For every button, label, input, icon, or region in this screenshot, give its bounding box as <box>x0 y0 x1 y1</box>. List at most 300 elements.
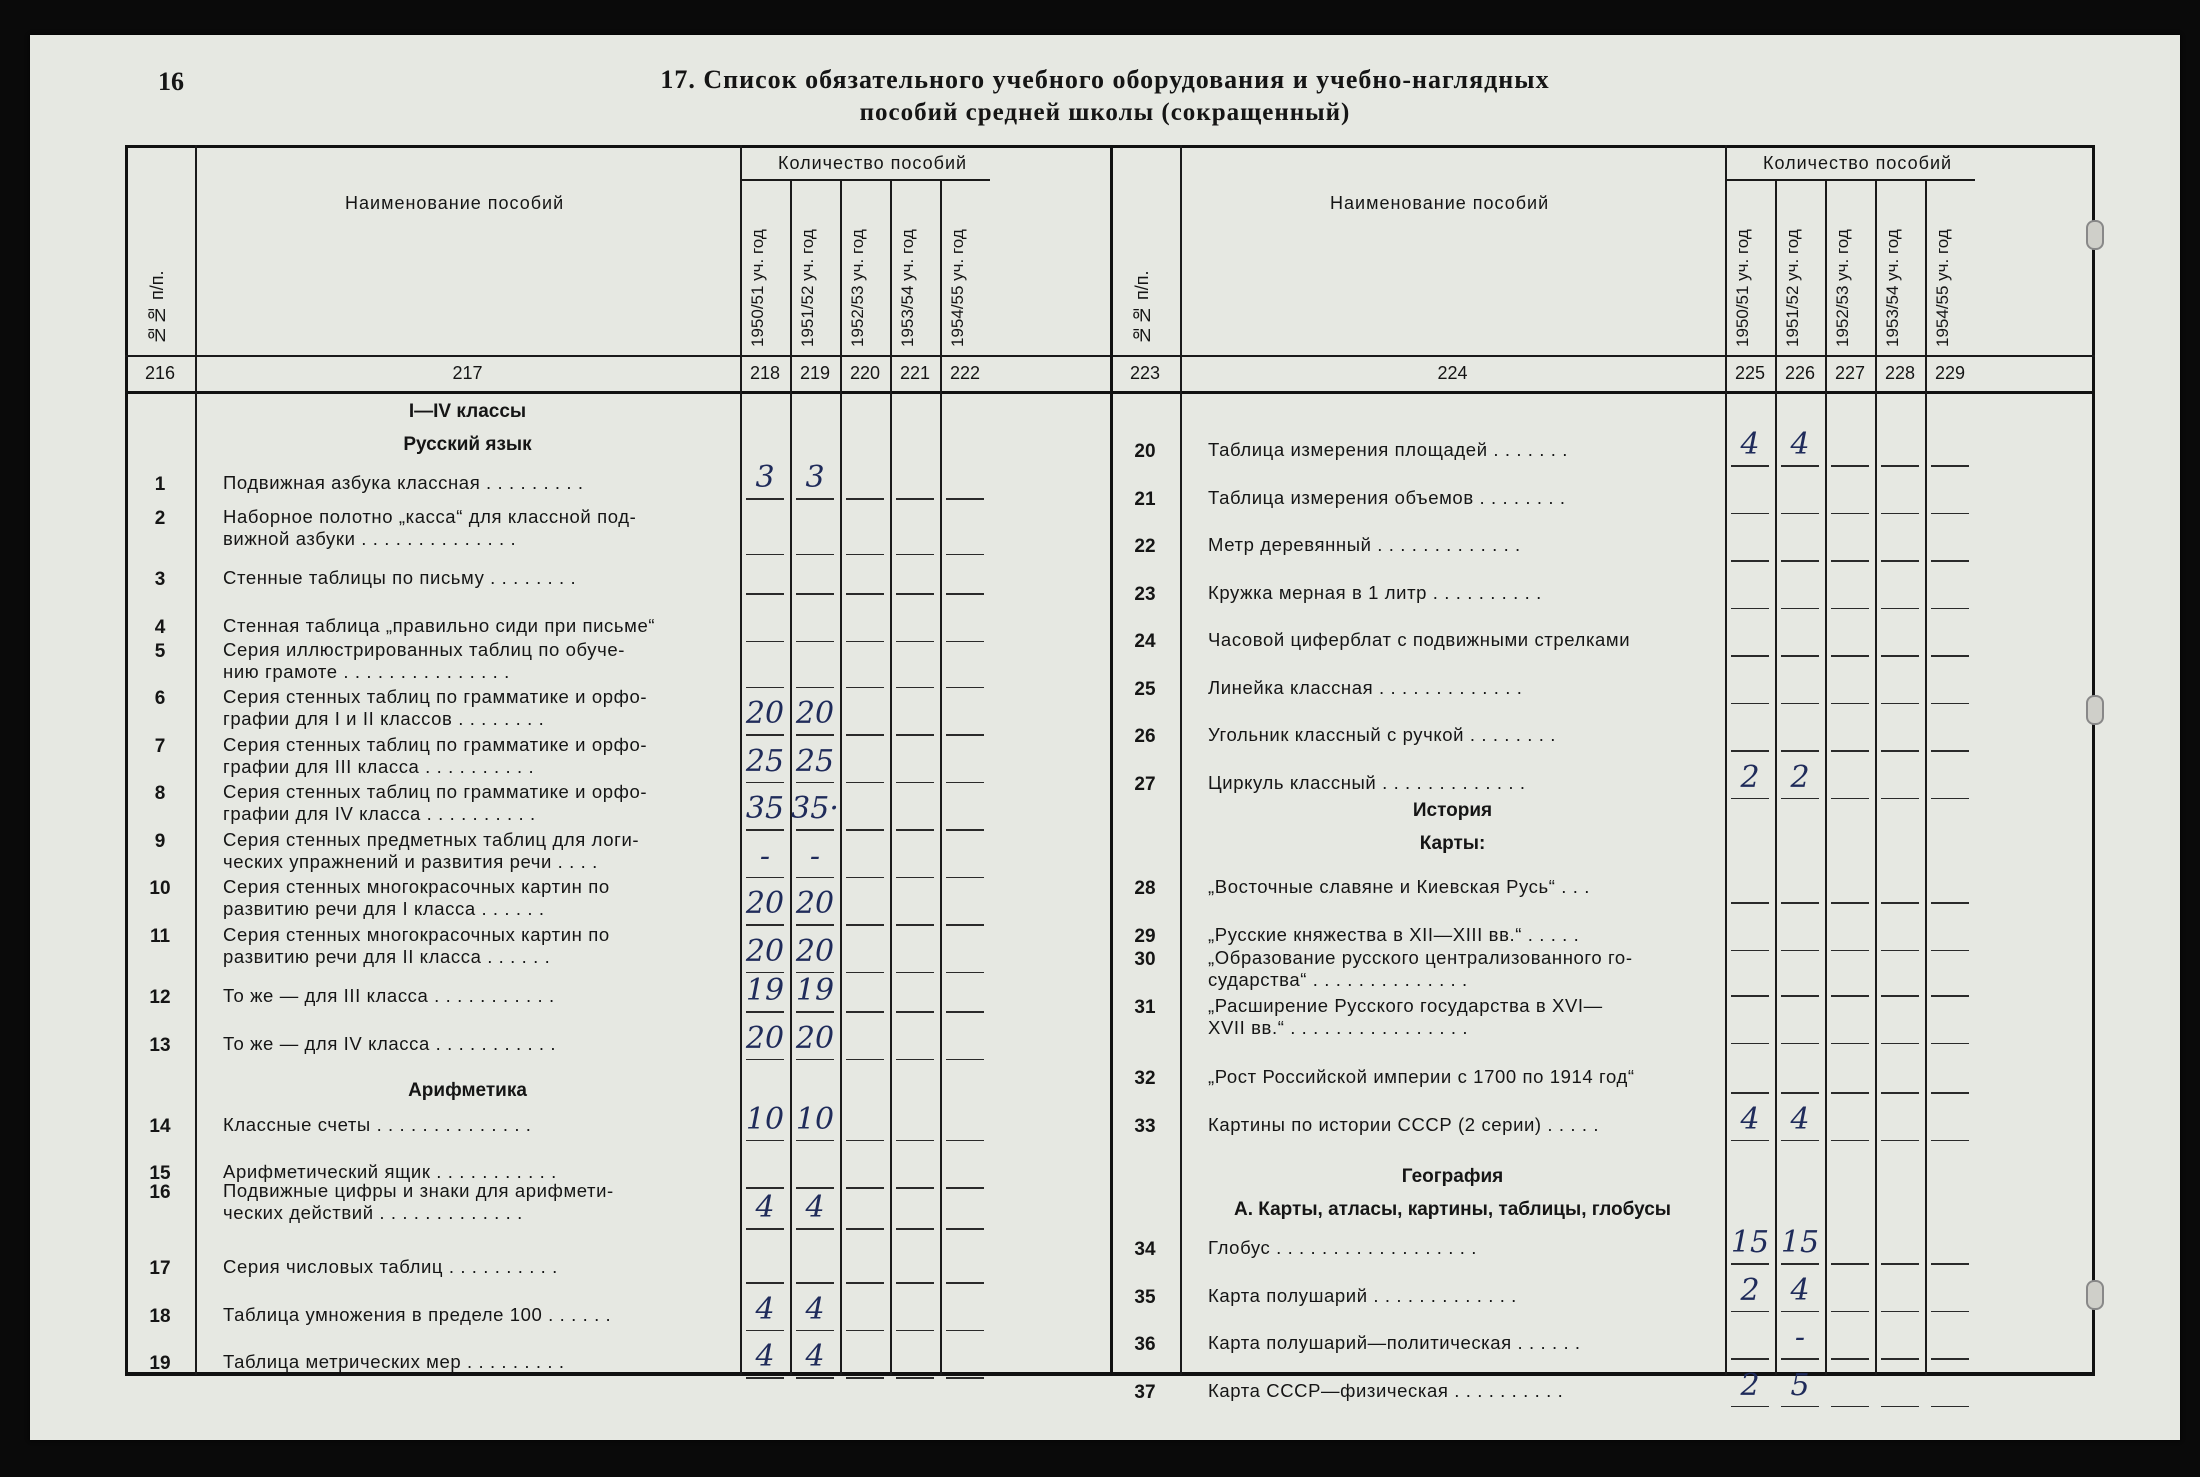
right-blank-line <box>1931 703 1969 705</box>
left-blank-line <box>846 641 884 643</box>
left-blank-line <box>896 1059 934 1061</box>
right-row-name: Таблица измерения объемов . . . . . . . . <box>1208 486 1566 508</box>
right-handwritten-count: 4 <box>1740 1101 1760 1137</box>
left-qty-header-rule <box>740 179 990 181</box>
right-blank-line <box>1881 1263 1919 1265</box>
right-handwritten-count: 5 <box>1790 1367 1810 1403</box>
right-blank-line <box>1831 465 1869 467</box>
left-row-name: Арифметический ящик . . . . . . . . . . . <box>223 1161 557 1182</box>
right-blank-line <box>1731 902 1769 904</box>
left-blank-line <box>746 1282 784 1284</box>
right-row-number: 23 <box>1134 583 1156 605</box>
left-blank-line <box>796 829 834 831</box>
right-blank-line <box>1931 750 1969 752</box>
left-handwritten-count: 10 <box>795 1101 835 1137</box>
left-blank-line <box>896 1377 934 1379</box>
right-row-name: Угольник классный с ручкой . . . . . . . . <box>1208 724 1556 745</box>
left-blank-line <box>746 1011 784 1013</box>
right-year-header-1: 1951/52 уч. год <box>1783 229 1802 347</box>
right-column-number: 228 <box>1884 363 1916 383</box>
right-blank-line <box>1831 798 1869 800</box>
left-row-number: 16 <box>149 1182 171 1203</box>
left-blank-line <box>946 641 984 643</box>
right-row-number: 32 <box>1134 1068 1156 1089</box>
right-blank-line <box>1931 1311 1969 1313</box>
left-handwritten-count: - <box>809 838 821 874</box>
right-handwritten-count: 2 <box>1790 759 1810 795</box>
right-blank-line <box>1881 1043 1919 1045</box>
right-row-name: Линейка классная . . . . . . . . . . . . . <box>1208 676 1523 698</box>
right-row-name: XVII вв.“ . . . . . . . . . . . . . . . . <box>1208 1016 1469 1038</box>
right-row-number: 26 <box>1134 726 1156 747</box>
right-blank-line <box>1931 902 1969 904</box>
right-blank-line <box>1831 1043 1869 1045</box>
right-row-name: Часовой циферблат с подвижными стрелками <box>1208 629 1631 650</box>
left-blank-line <box>946 1011 984 1013</box>
left-blank-line <box>946 782 984 784</box>
left-row-number: 7 <box>154 735 166 757</box>
left-blank-line <box>746 734 784 736</box>
left-handwritten-count: 19 <box>745 973 785 1009</box>
left-row-number: 4 <box>154 616 166 638</box>
left-blank-line <box>846 877 884 879</box>
right-blank-line <box>1881 950 1919 952</box>
right-row-number: 35 <box>1134 1286 1156 1308</box>
right-blank-line <box>1731 1092 1769 1094</box>
left-blank-line <box>846 1187 884 1189</box>
left-row-name: Стенная таблица „правильно сиди при письме“ <box>223 614 656 636</box>
left-blank-line <box>896 877 934 879</box>
right-blank-line <box>1881 703 1919 705</box>
right-blank-line <box>1831 750 1869 752</box>
right-blank-line <box>1781 1043 1819 1045</box>
left-blank-line <box>796 782 834 784</box>
left-blank-line <box>896 498 934 500</box>
left-handwritten-count: 20 <box>795 886 835 921</box>
left-column-number: 218 <box>749 363 781 383</box>
right-blank-line <box>1731 950 1769 952</box>
right-blank-line <box>1931 465 1969 467</box>
right-handwritten-count: 2 <box>1740 759 1760 795</box>
right-blank-line <box>1781 1311 1819 1313</box>
left-row-name: Серия стенных таблиц по грамматике и орфо- <box>223 781 648 802</box>
right-blank-line <box>1831 1358 1869 1360</box>
right-handwritten-count: 2 <box>1740 1272 1760 1308</box>
right-blank-line <box>1831 1092 1869 1094</box>
right-row-name: Карта полушарий . . . . . . . . . . . . . <box>1208 1284 1517 1306</box>
left-blank-line <box>746 687 784 689</box>
left-blank-line <box>946 924 984 926</box>
right-blank-line <box>1731 995 1769 997</box>
right-qty-header: Количество пособий <box>1763 153 1953 173</box>
left-blank-line <box>946 1059 984 1061</box>
left-handwritten-count: 20 <box>745 696 785 731</box>
left-row-number: 9 <box>154 830 166 852</box>
right-column-number: 227 <box>1834 363 1866 383</box>
left-row-name: Таблица метрических мер . . . . . . . . . <box>223 1351 565 1372</box>
right-blank-line <box>1881 465 1919 467</box>
right-blank-line <box>1731 703 1769 705</box>
left-blank-line <box>896 1282 934 1284</box>
left-blank-line <box>896 829 934 831</box>
right-year-header-3: 1953/54 уч. год <box>1883 229 1902 347</box>
right-blank-line <box>1731 1406 1769 1408</box>
right-column-number: 229 <box>1934 363 1966 383</box>
right-blank-line <box>1831 608 1869 610</box>
left-blank-line <box>896 1140 934 1142</box>
left-blank-line <box>946 1228 984 1230</box>
right-blank-line <box>1731 608 1769 610</box>
left-row-name: Серия стенных многокрасочных картин по <box>223 923 610 945</box>
left-year-col-line <box>840 179 842 1375</box>
right-row-number: 31 <box>1134 996 1156 1018</box>
left-blank-line <box>896 972 934 974</box>
left-blank-line <box>896 593 934 595</box>
right-row-name: „Расширение Русского государства в XVI— <box>1208 994 1603 1016</box>
left-column-number: 216 <box>144 363 176 383</box>
right-column-number: 224 <box>1437 363 1468 383</box>
right-section-heading: География <box>1401 1165 1504 1187</box>
left-blank-line <box>746 782 784 784</box>
right-blank-line <box>1881 1092 1919 1094</box>
right-row-name: „Образование русского централизованного го- <box>1208 947 1633 969</box>
left-handwritten-count: 3 <box>805 460 825 496</box>
left-row-name: развитию речи для I класса . . . . . . <box>223 898 545 919</box>
right-blank-line <box>1781 1406 1819 1408</box>
right-row-number: 25 <box>1134 678 1156 700</box>
right-column-number: 225 <box>1734 363 1766 383</box>
left-blank-line <box>746 641 784 643</box>
left-row-number: 8 <box>154 783 166 804</box>
left-blank-line <box>746 924 784 926</box>
left-blank-line <box>796 1011 834 1013</box>
left-blank-line <box>896 782 934 784</box>
left-column-number: 219 <box>799 363 831 383</box>
left-row-number: 6 <box>154 688 166 709</box>
left-blank-line <box>946 1330 984 1332</box>
left-handwritten-count: 4 <box>805 1291 825 1327</box>
right-blank-line <box>1731 560 1769 562</box>
left-row-name: То же — для III класса . . . . . . . . . . . <box>223 985 555 1007</box>
left-blank-line <box>796 1228 834 1230</box>
left-row-name: графии для IV класса . . . . . . . . . . <box>223 803 536 824</box>
left-handwritten-count: 20 <box>745 933 785 969</box>
right-divider <box>1110 145 1113 1375</box>
left-blank-line <box>896 1011 934 1013</box>
right-row-number: 33 <box>1134 1115 1156 1137</box>
left-blank-line <box>746 1377 784 1379</box>
right-column-number: 223 <box>1129 363 1161 383</box>
left-row-number: 3 <box>154 569 166 591</box>
left-blank-line <box>796 498 834 500</box>
right-blank-line <box>1931 798 1969 800</box>
left-year-header-3: 1953/54 уч. год <box>898 229 917 347</box>
left-row-number: 5 <box>154 640 166 662</box>
right-year-header-0: 1950/51 уч. год <box>1733 229 1752 347</box>
right-blank-line <box>1781 995 1819 997</box>
right-row-name: Картины по истории СССР (2 серии) . . . . . <box>1208 1113 1600 1135</box>
right-blank-line <box>1781 655 1819 657</box>
right-blank-line <box>1731 1140 1769 1142</box>
right-blank-line <box>1831 950 1869 952</box>
left-name-header: Наименование пособий <box>345 193 565 213</box>
left-handwritten-count: 35 <box>745 791 785 826</box>
left-blank-line <box>946 554 984 556</box>
left-blank-line <box>896 554 934 556</box>
right-row-name: „Восточные славяне и Киевская Русь“ . . . <box>1208 876 1590 897</box>
left-blank-line <box>896 734 934 736</box>
right-row-name: „Рост Российской империи с 1700 по 1914 год“ <box>1208 1066 1635 1087</box>
right-blank-line <box>1831 513 1869 515</box>
right-blank-line <box>1731 750 1769 752</box>
left-row-name: Классные счеты . . . . . . . . . . . . . . <box>223 1113 532 1135</box>
left-row-name: Серия стенных таблиц по грамматике и орфо- <box>223 686 648 707</box>
page-number: 16 <box>158 67 184 96</box>
right-blank-line <box>1931 1263 1969 1265</box>
left-handwritten-count: 3 <box>755 460 775 496</box>
left-year-header-4: 1954/55 уч. год <box>948 229 967 347</box>
left-blank-line <box>796 1282 834 1284</box>
right-blank-line <box>1731 1263 1769 1265</box>
right-blank-line <box>1831 655 1869 657</box>
left-blank-line <box>846 687 884 689</box>
left-blank-line <box>946 972 984 974</box>
left-row-name: развитию речи для II класса . . . . . . <box>223 945 551 967</box>
right-blank-line <box>1781 798 1819 800</box>
right-blank-line <box>1781 902 1819 904</box>
right-blank-line <box>1881 798 1919 800</box>
right-handwritten-count: 4 <box>1790 1272 1810 1308</box>
left-blank-line <box>896 924 934 926</box>
left-blank-line <box>946 593 984 595</box>
right-row-number: 27 <box>1134 773 1156 795</box>
right-handwritten-count: 2 <box>1740 1367 1760 1403</box>
right-blank-line <box>1781 1263 1819 1265</box>
left-blank-line <box>946 734 984 736</box>
right-blank-line <box>1731 1358 1769 1360</box>
right-row-name: Кружка мерная в 1 литр . . . . . . . . . . <box>1208 581 1542 603</box>
right-blank-line <box>1781 750 1819 752</box>
left-blank-line <box>746 554 784 556</box>
left-blank-line <box>946 498 984 500</box>
right-num-col-line <box>1180 145 1182 1375</box>
right-blank-line <box>1831 1140 1869 1142</box>
right-blank-line <box>1881 902 1919 904</box>
right-blank-line <box>1931 950 1969 952</box>
right-row-name: сударства“ . . . . . . . . . . . . . . <box>1208 969 1468 991</box>
left-row-name: Таблица умножения в пределе 100 . . . . . . <box>223 1303 612 1325</box>
right-blank-line <box>1881 995 1919 997</box>
left-blank-line <box>896 1187 934 1189</box>
right-blank-line <box>1881 1311 1919 1313</box>
left-row-name: Подвижная азбука классная . . . . . . . . . <box>223 472 584 494</box>
left-blank-line <box>946 1140 984 1142</box>
left-blank-line <box>846 1140 884 1142</box>
right-row-number: 28 <box>1134 878 1156 899</box>
left-blank-line <box>946 829 984 831</box>
right-blank-line <box>1831 995 1869 997</box>
left-row-name: Серия иллюстрированных таблиц по обуче- <box>223 638 626 660</box>
left-blank-line <box>846 593 884 595</box>
left-row-name: ческих упражнений и развития речи . . . . <box>223 850 598 872</box>
right-blank-line <box>1931 513 1969 515</box>
left-blank-line <box>796 734 834 736</box>
right-blank-line <box>1781 1092 1819 1094</box>
left-row-number: 15 <box>149 1163 171 1184</box>
right-row-number: 37 <box>1134 1381 1156 1403</box>
right-row-name: Циркуль классный . . . . . . . . . . . . . <box>1208 771 1526 793</box>
binder-hole-middle <box>2086 695 2104 725</box>
left-blank-line <box>796 593 834 595</box>
right-blank-line <box>1931 1406 1969 1408</box>
right-blank-line <box>1781 1140 1819 1142</box>
left-row-name: То же — для IV класса . . . . . . . . . . . <box>223 1032 557 1054</box>
right-handwritten-count: 15 <box>1730 1225 1770 1260</box>
right-handwritten-count: 4 <box>1790 427 1810 462</box>
left-blank-line <box>796 924 834 926</box>
left-blank-line <box>946 687 984 689</box>
right-row-number: 21 <box>1134 488 1156 510</box>
left-row-number: 18 <box>149 1305 171 1327</box>
left-blank-line <box>846 1228 884 1230</box>
right-blank-line <box>1881 560 1919 562</box>
left-row-number: 10 <box>149 878 171 899</box>
right-blank-line <box>1831 1311 1869 1313</box>
left-handwritten-count: 25 <box>795 743 835 779</box>
left-num-header: №№ п/п. <box>147 270 167 345</box>
left-row-name: графии для I и II классов . . . . . . . . <box>223 708 545 729</box>
right-blank-line <box>1781 1358 1819 1360</box>
document-title-line2: пособий средней школы (сокращенный) <box>859 99 1351 126</box>
left-blank-line <box>796 1377 834 1379</box>
right-row-number: 29 <box>1134 925 1156 947</box>
left-blank-line <box>746 498 784 500</box>
left-year-col-line <box>940 179 942 1375</box>
right-section-heading: Карты: <box>1419 833 1486 855</box>
right-row-number: 30 <box>1134 949 1156 971</box>
right-blank-line <box>1881 1358 1919 1360</box>
left-handwritten-count: 4 <box>805 1339 825 1374</box>
left-blank-line <box>946 1377 984 1379</box>
right-blank-line <box>1731 1311 1769 1313</box>
right-blank-line <box>1931 1092 1969 1094</box>
left-column-number: 220 <box>849 363 881 383</box>
right-handwritten-count: - <box>1794 1320 1806 1355</box>
left-num-col-line <box>195 145 197 1375</box>
left-blank-line <box>746 1059 784 1061</box>
right-blank-line <box>1881 750 1919 752</box>
left-blank-line <box>846 924 884 926</box>
left-row-name: Серия числовых таблиц . . . . . . . . . . <box>223 1256 558 1277</box>
right-year-col-line <box>1875 179 1877 1375</box>
left-blank-line <box>796 1330 834 1332</box>
right-blank-line <box>1831 1263 1869 1265</box>
right-blank-line <box>1731 465 1769 467</box>
right-blank-line <box>1931 560 1969 562</box>
left-blank-line <box>796 641 834 643</box>
left-row-name: графии для III класса . . . . . . . . . . <box>223 755 535 777</box>
binder-hole-top <box>2086 220 2104 250</box>
left-blank-line <box>746 1228 784 1230</box>
right-handwritten-count: 15 <box>1780 1225 1820 1260</box>
left-row-name: вижной азбуки . . . . . . . . . . . . . . <box>223 527 517 549</box>
right-blank-line <box>1931 1358 1969 1360</box>
left-blank-line <box>946 877 984 879</box>
left-blank-line <box>796 1187 834 1189</box>
left-row-number: 17 <box>149 1258 171 1279</box>
left-year-header-0: 1950/51 уч. год <box>748 229 767 347</box>
right-section-heading: История <box>1412 800 1493 821</box>
right-row-name: Карта полушарий—политическая . . . . . . <box>1208 1332 1581 1353</box>
right-row-number: 20 <box>1134 441 1156 462</box>
right-blank-line <box>1781 560 1819 562</box>
left-column-number: 217 <box>452 363 483 383</box>
right-blank-line <box>1931 655 1969 657</box>
right-handwritten-count: 4 <box>1790 1101 1810 1137</box>
left-section-heading: Арифметика <box>408 1080 527 1102</box>
binder-hole-bottom <box>2086 1280 2104 1310</box>
right-name-header: Наименование пособий <box>1330 193 1550 213</box>
right-blank-line <box>1881 1406 1919 1408</box>
left-year-header-2: 1952/53 уч. год <box>848 229 867 347</box>
left-blank-line <box>746 829 784 831</box>
left-row-name: Серия стенных таблиц по грамматике и орфо- <box>223 733 648 755</box>
right-row-number: 24 <box>1134 631 1156 652</box>
left-row-number: 11 <box>149 925 171 947</box>
left-handwritten-count: 10 <box>745 1101 785 1137</box>
right-blank-line <box>1881 608 1919 610</box>
left-column-number: 221 <box>899 363 931 383</box>
left-row-number: 12 <box>149 987 171 1009</box>
left-blank-line <box>796 1059 834 1061</box>
equipment-table <box>125 145 2095 1403</box>
left-handwritten-count: 20 <box>795 1020 835 1056</box>
right-blank-line <box>1931 1043 1969 1045</box>
left-blank-line <box>846 1059 884 1061</box>
right-row-name: „Русские княжества в XII—XIII вв.“ . . . . . <box>1208 923 1580 945</box>
left-row-name: нию грамоте . . . . . . . . . . . . . . . <box>223 660 510 682</box>
left-handwritten-count: 4 <box>805 1190 825 1225</box>
left-blank-line <box>846 1282 884 1284</box>
right-blank-line <box>1731 655 1769 657</box>
right-column-number: 226 <box>1784 363 1816 383</box>
left-row-number: 1 <box>154 474 166 496</box>
right-blank-line <box>1781 950 1819 952</box>
left-row-name: Стенные таблицы по письму . . . . . . . . <box>223 567 577 589</box>
left-handwritten-count: 20 <box>745 886 785 921</box>
left-row-name: Серия стенных многокрасочных картин по <box>223 876 610 897</box>
left-blank-line <box>946 1187 984 1189</box>
right-blank-line <box>1781 608 1819 610</box>
right-blank-line <box>1731 513 1769 515</box>
right-blank-line <box>1931 608 1969 610</box>
table-border-right <box>2092 145 2095 1375</box>
document-title-line1: 17. Список обязательного учебного оборудования и учебно-наглядных <box>660 65 1550 94</box>
right-blank-line <box>1731 798 1769 800</box>
left-blank-line <box>896 1228 934 1230</box>
left-handwritten-count: 20 <box>745 1020 785 1056</box>
left-row-number: 13 <box>149 1034 171 1056</box>
left-blank-line <box>796 877 834 879</box>
left-row-number: 19 <box>149 1353 171 1374</box>
right-section-heading: А. Карты, атласы, картины, таблицы, глобусы <box>1234 1199 1671 1220</box>
right-row-name: Глобус . . . . . . . . . . . . . . . . . . <box>1208 1237 1477 1258</box>
left-blank-line <box>796 554 834 556</box>
right-qty-header-rule <box>1725 179 1975 181</box>
left-blank-line <box>846 972 884 974</box>
left-blank-line <box>746 1140 784 1142</box>
right-blank-line <box>1781 703 1819 705</box>
